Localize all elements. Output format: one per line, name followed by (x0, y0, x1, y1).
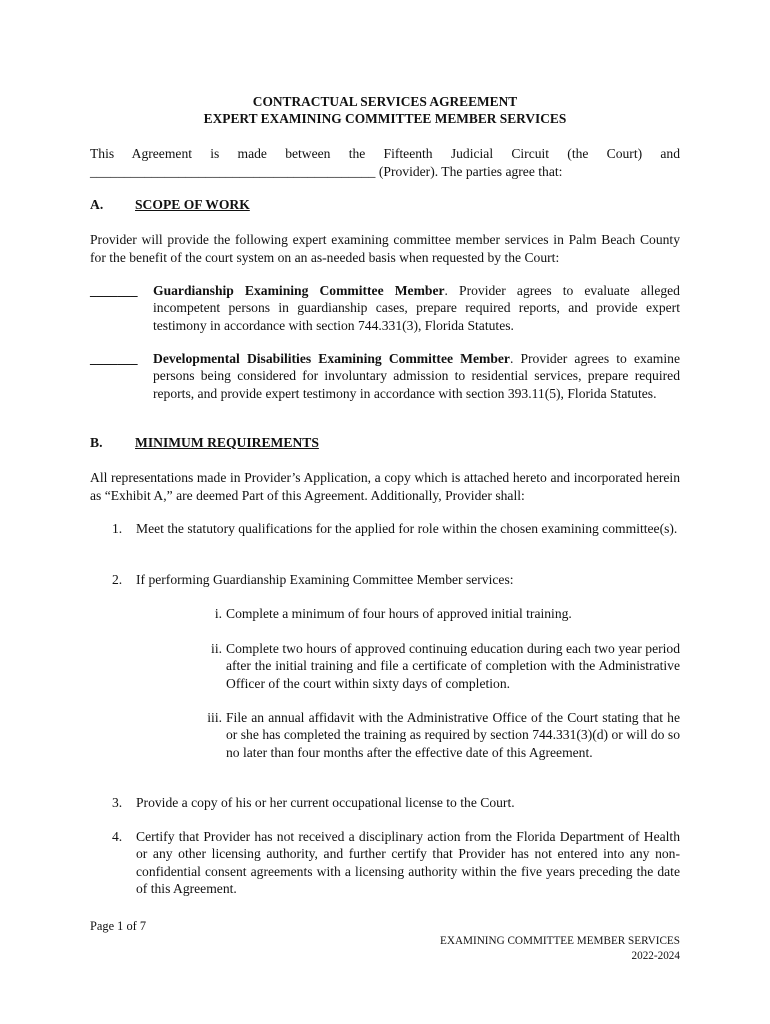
section-a-label: A. (90, 197, 104, 212)
item-text: File an annual affidavit with the Administrative Office of the Court stating that he or she has completed the training as required by section 744.331(3)(d) or will do so no later than four months after the effective date of this Agreement. (226, 710, 680, 760)
item-text: Provide a copy of his or her current occupational license to the Court. (136, 795, 515, 810)
option-developmental-disabilities (90, 350, 680, 402)
item-number: 3. (112, 795, 123, 810)
intro-line-1: This Agreement is made between the Fifteenth Judicial Circuit (the Court) and (90, 146, 680, 161)
requirement-item (112, 828, 680, 898)
section-a-paragraph: Provider will provide the following expert examining committee member services in Palm Beach County for the benefit of the court system on an as-needed basis when requested by the Court: (90, 232, 680, 265)
item-number: i. (214, 606, 222, 621)
item-text: Complete a minimum of four hours of approved initial training. (226, 606, 572, 621)
item-text: Certify that Provider has not received a disciplinary action from the Florida Department of Health or any other licensing authority, and further certify that Provider has not entered into any non-confidential consent agreements with a licensing authority within the five years preceding the date of this Agreement. (136, 829, 680, 897)
sub-requirement-item (190, 709, 680, 761)
footer-years: 2022-2024 (631, 950, 680, 962)
option-text: . Provider agrees to evaluate alleged incompetent persons in guardianship cases, prepare required reports, and provide expert testimony in accordance with section 744.331(3), Florida Statutes. (153, 283, 680, 333)
requirement-item (112, 520, 680, 537)
requirement-item (112, 794, 680, 811)
option-checkbox-blank[interactable]: _______ (90, 351, 138, 366)
item-number: 4. (112, 829, 123, 844)
item-number: iii. (207, 710, 222, 725)
item-number: ii. (211, 641, 222, 656)
section-a-title: SCOPE OF WORK (135, 197, 250, 212)
section-b-label: B. (90, 435, 103, 450)
document-subtitle: EXPERT EXAMINING COMMITTEE MEMBER SERVICES (203, 111, 567, 126)
footer-title (440, 934, 680, 964)
section-b-title: MINIMUM REQUIREMENTS (135, 435, 319, 450)
section-b-paragraph: All representations made in Provider’s Application, a copy which is attached hereto and incorporated herein as “Exhibit A,” are deemed Part of this Agreement. Additionally, Provider shall: (90, 470, 680, 503)
option-guardianship (90, 282, 680, 334)
item-text: If performing Guardianship Examining Committee Member services: (136, 572, 514, 587)
document-title: CONTRACTUAL SERVICES AGREEMENT (252, 94, 518, 109)
option-text: . Provider agrees to examine persons being considered for involuntary admission to residential services, prepare required reports, and provide expert testimony in accordance with section 393.11(5), Florida Statutes. (153, 351, 680, 401)
item-text: Complete two hours of approved continuing education during each two year period after the initial training and file a certificate of completion with the Administrative Officer of the court within sixty days of completion. (226, 641, 680, 691)
sub-requirement-item (190, 640, 680, 692)
option-title: Developmental Disabilities Examining Committee Member (153, 351, 510, 366)
footer-doc-title: EXAMINING COMMITTEE MEMBER SERVICES (440, 935, 680, 947)
option-title: Guardianship Examining Committee Member (153, 283, 445, 298)
intro-line-2: __________________________________________ (Provider). The parties agree that: (90, 164, 563, 179)
item-number: 1. (112, 521, 123, 536)
item-number: 2. (112, 572, 123, 587)
requirement-item (112, 571, 680, 588)
item-text: Meet the statutory qualifications for the applied for role within the chosen examining committee(s). (136, 521, 678, 536)
page-number: Page 1 of 7 (90, 919, 147, 933)
option-checkbox-blank[interactable]: _______ (90, 283, 138, 298)
sub-requirement-item (190, 605, 680, 622)
